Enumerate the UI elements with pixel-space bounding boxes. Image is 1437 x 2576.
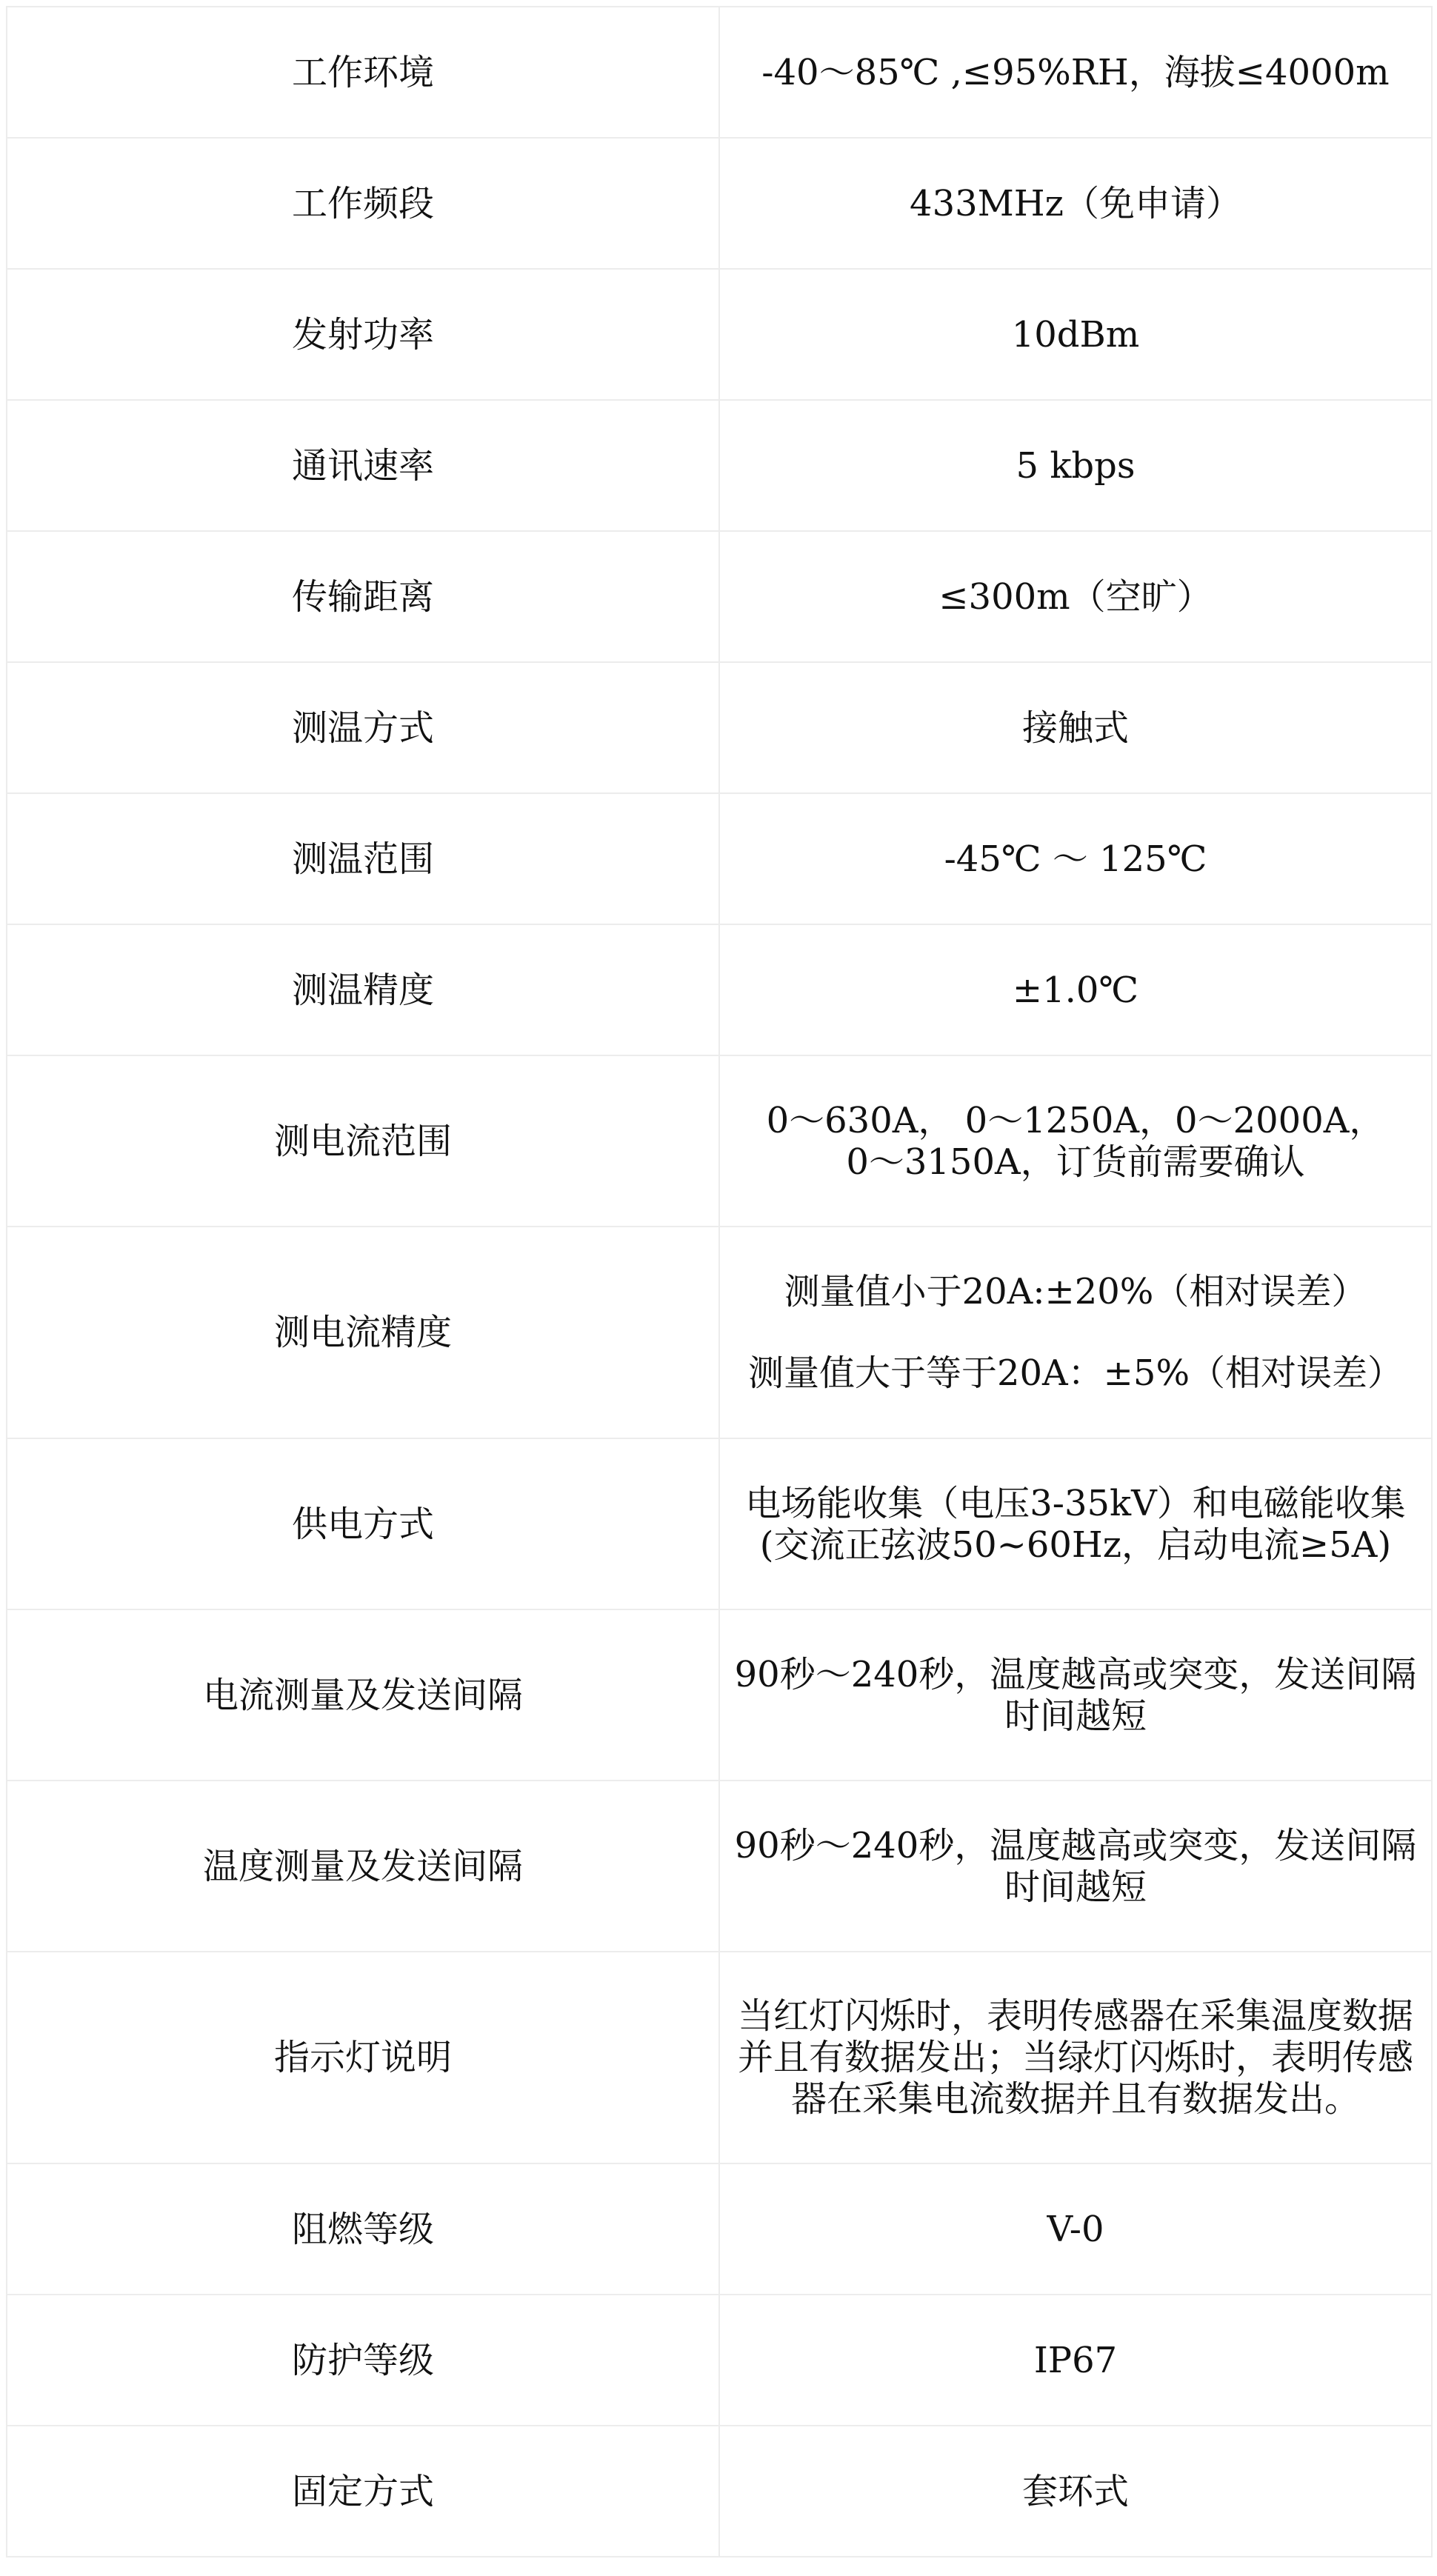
value-line: -40～85℃ ,≤95%RH，海拔≤4000m (761, 51, 1390, 93)
value-line: 时间越短 (1004, 1695, 1147, 1737)
value-line: (交流正弦波50~60Hz，启动电流≥5A) (759, 1524, 1392, 1566)
table-row (7, 269, 1432, 400)
value-line: -45℃ ～ 125℃ (944, 838, 1207, 880)
value-line: 当红灯闪烁时，表明传感器在采集温度数据 (737, 1995, 1413, 2037)
table-row (7, 1609, 1432, 1781)
row-value (719, 662, 1432, 793)
row-label: 测电流范围 (7, 1055, 719, 1227)
value-line: 电场能收集（电压3-35kV）和电磁能收集 (745, 1482, 1406, 1524)
table-row (7, 138, 1432, 269)
value-line: 并且有数据发出；当绿灯闪烁时，表明传感 (737, 2037, 1413, 2078)
row-value (719, 269, 1432, 400)
table-row (7, 924, 1432, 1055)
row-label: 电流测量及发送间隔 (7, 1609, 719, 1781)
row-value (719, 7, 1432, 138)
value-line: 测量值大于等于20A：±5%（相对误差） (747, 1352, 1404, 1394)
table-row (7, 662, 1432, 793)
row-label: 测温方式 (7, 662, 719, 793)
table-row (7, 531, 1432, 662)
row-label: 传输距离 (7, 531, 719, 662)
value-line: 测量值小于20A:±20%（相对误差） (784, 1271, 1367, 1312)
table-row (7, 1781, 1432, 1952)
spec-table (6, 6, 1433, 2557)
value-line: 5 kbps (1016, 444, 1136, 487)
row-label: 阻燃等级 (7, 2163, 719, 2295)
table-row (7, 1952, 1432, 2163)
row-value (719, 1055, 1432, 1227)
value-line: 器在采集电流数据并且有数据发出。 (790, 2078, 1360, 2120)
row-label: 发射功率 (7, 269, 719, 400)
value-line: 时间越短 (1004, 1866, 1147, 1908)
row-value (719, 1952, 1432, 2163)
row-label: 通讯速率 (7, 400, 719, 531)
row-value (719, 531, 1432, 662)
value-line: 90秒～240秒，温度越高或突变，发送间隔 (734, 1653, 1417, 1695)
row-label: 温度测量及发送间隔 (7, 1781, 719, 1952)
row-value (719, 138, 1432, 269)
row-value (719, 793, 1432, 924)
value-line: IP67 (1033, 2339, 1118, 2381)
value-line: 接触式 (1021, 707, 1129, 749)
row-label: 测温精度 (7, 924, 719, 1055)
line-spacer (727, 1312, 1424, 1352)
table-row (7, 2295, 1432, 2426)
value-line: 0～630A， 0～1250A，0～2000A， (766, 1099, 1385, 1141)
table-row (7, 7, 1432, 138)
value-line: 套环式 (1021, 2470, 1129, 2512)
value-line: 0～3150A，订货前需要确认 (846, 1141, 1305, 1183)
row-value (719, 1781, 1432, 1952)
row-value (719, 400, 1432, 531)
row-label: 测温范围 (7, 793, 719, 924)
table-row (7, 2426, 1432, 2557)
row-label: 防护等级 (7, 2295, 719, 2426)
row-value (719, 1438, 1432, 1609)
row-label: 工作环境 (7, 7, 719, 138)
table-row (7, 1227, 1432, 1438)
row-label: 供电方式 (7, 1438, 719, 1609)
table-row (7, 1055, 1432, 1227)
table-row (7, 793, 1432, 924)
row-label: 测电流精度 (7, 1227, 719, 1438)
row-value (719, 2295, 1432, 2426)
table-row (7, 1438, 1432, 1609)
row-value (719, 924, 1432, 1055)
value-line: 10dBm (1011, 313, 1140, 356)
value-line: 90秒～240秒，温度越高或突变，发送间隔 (734, 1824, 1417, 1866)
row-label: 指示灯说明 (7, 1952, 719, 2163)
value-line: ±1.0℃ (1012, 969, 1139, 1011)
row-label: 固定方式 (7, 2426, 719, 2557)
value-line: 433MHz（免申请） (910, 182, 1241, 224)
table-row (7, 400, 1432, 531)
row-value (719, 2426, 1432, 2557)
table-row (7, 2163, 1432, 2295)
value-line: V-0 (1047, 2208, 1104, 2250)
value-line: ≤300m（空旷） (938, 575, 1213, 618)
row-value (719, 1609, 1432, 1781)
row-value (719, 2163, 1432, 2295)
row-label: 工作频段 (7, 138, 719, 269)
row-value (719, 1227, 1432, 1438)
